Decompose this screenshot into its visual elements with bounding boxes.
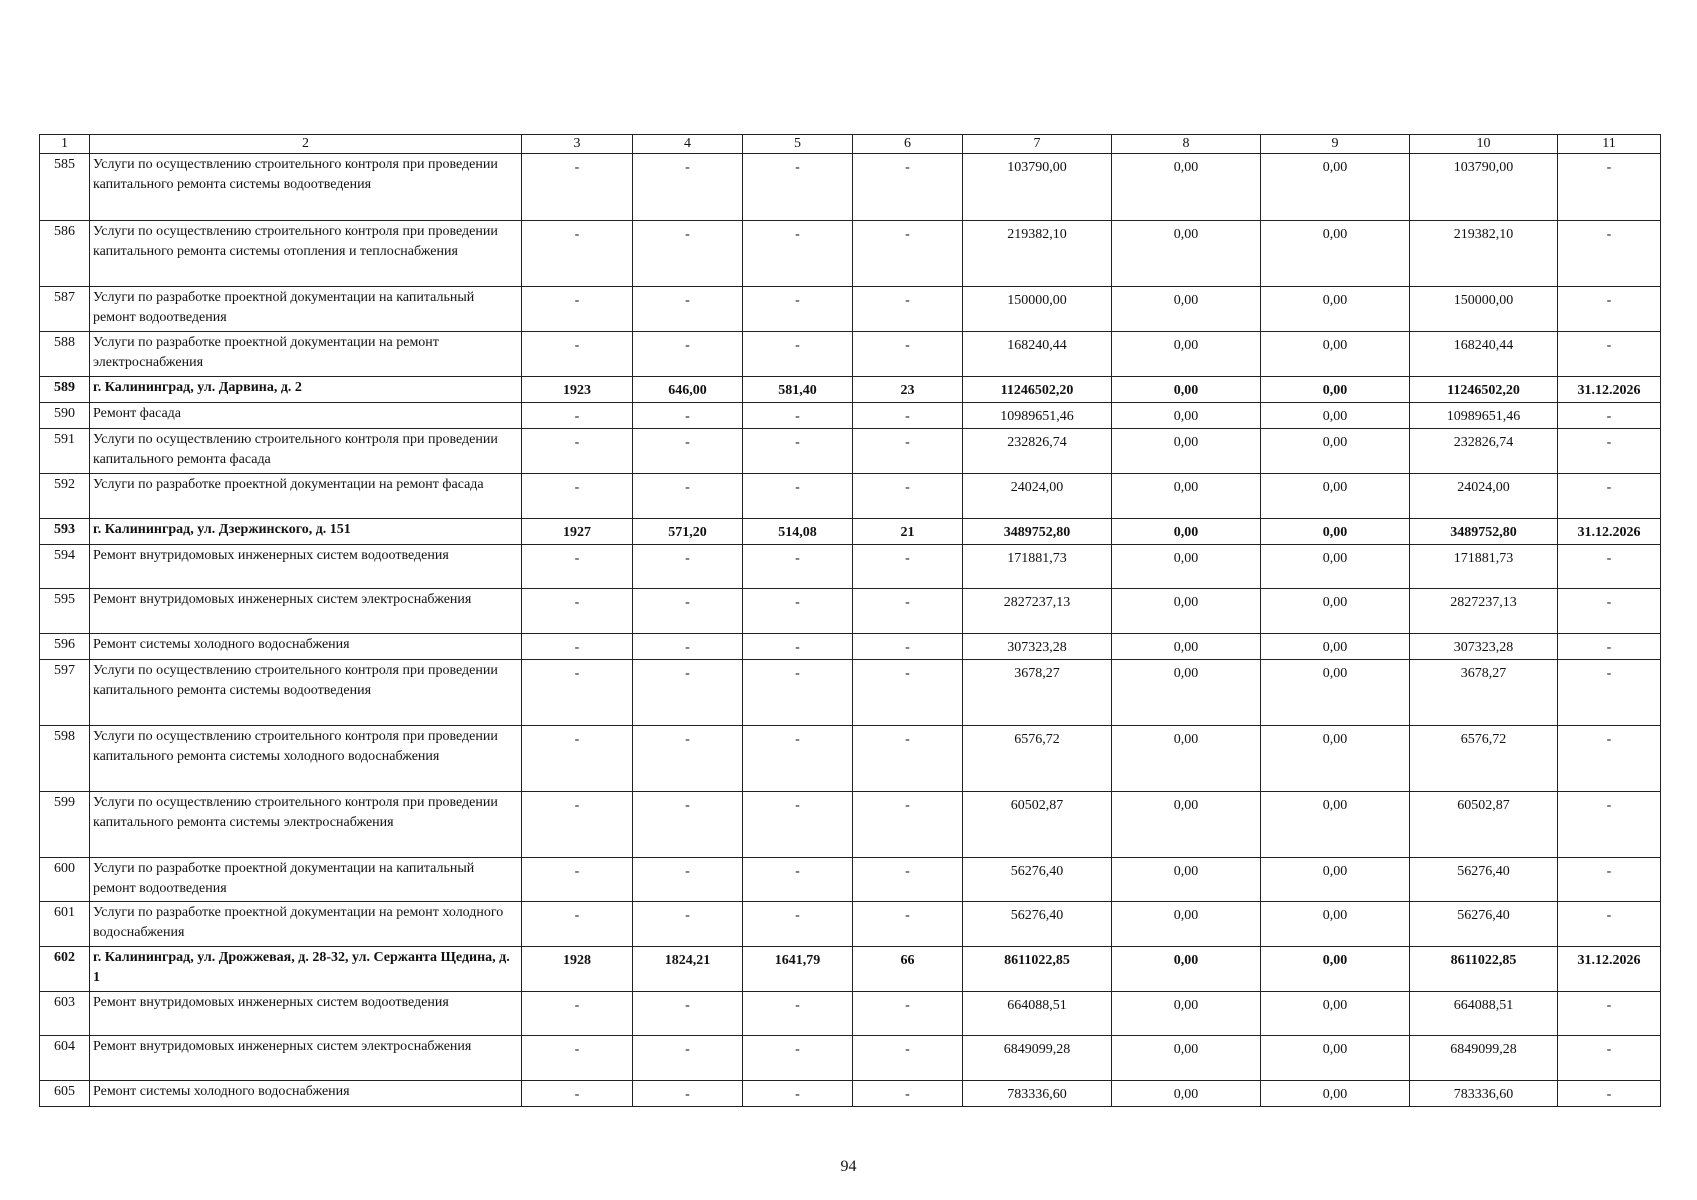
page-number: 94 [840, 1158, 857, 1175]
col-9-cell: 0,00 [1261, 902, 1410, 947]
col-5-cell: - [743, 726, 853, 792]
col-9-cell: 0,00 [1261, 947, 1410, 992]
item-name-cell: Ремонт фасада [90, 403, 522, 429]
col-9-cell: 0,00 [1261, 1036, 1410, 1081]
row-number-cell: 588 [40, 332, 90, 377]
item-name-cell: Услуги по осуществлению строительного контроля при проведении капитального ремонта системы водоотведения [90, 154, 522, 221]
column-header: 11 [1558, 135, 1661, 154]
col-9-cell: 0,00 [1261, 634, 1410, 660]
col-5-cell: - [743, 332, 853, 377]
col-8-cell: 0,00 [1112, 858, 1261, 902]
col-10-cell: 171881,73 [1410, 545, 1558, 589]
col-11-cell: - [1558, 545, 1661, 589]
col-4-cell: - [633, 403, 743, 429]
col-3-cell: - [522, 726, 633, 792]
col-10-cell: 24024,00 [1410, 474, 1558, 519]
item-name-cell: Услуги по осуществлению строительного контроля при проведении капитального ремонта фасада [90, 429, 522, 474]
col-7-cell: 6576,72 [963, 726, 1112, 792]
col-8-cell: 0,00 [1112, 992, 1261, 1036]
col-9-cell: 0,00 [1261, 332, 1410, 377]
col-9-cell: 0,00 [1261, 221, 1410, 287]
col-4-cell: 646,00 [633, 377, 743, 403]
col-7-cell: 150000,00 [963, 287, 1112, 332]
col-6-cell: - [853, 992, 963, 1036]
row-number-cell: 604 [40, 1036, 90, 1081]
item-name-cell: Услуги по разработке проектной документации на ремонт электроснабжения [90, 332, 522, 377]
item-name-cell: Услуги по осуществлению строительного контроля при проведении капитального ремонта системы отопления и теплоснабжения [90, 221, 522, 287]
col-3-cell: - [522, 1081, 633, 1107]
col-7-cell: 232826,74 [963, 429, 1112, 474]
col-4-cell: - [633, 287, 743, 332]
row-number-cell: 602 [40, 947, 90, 992]
col-4-cell: - [633, 792, 743, 858]
col-10-cell: 783336,60 [1410, 1081, 1558, 1107]
col-8-cell: 0,00 [1112, 474, 1261, 519]
col-10-cell: 168240,44 [1410, 332, 1558, 377]
column-header: 7 [963, 135, 1112, 154]
col-5-cell: - [743, 589, 853, 634]
column-header: 5 [743, 135, 853, 154]
col-8-cell: 0,00 [1112, 902, 1261, 947]
col-8-cell: 0,00 [1112, 545, 1261, 589]
col-3-cell: - [522, 660, 633, 726]
col-6-cell: - [853, 792, 963, 858]
item-name-cell: Услуги по разработке проектной документации на капитальный ремонт водоотведения [90, 858, 522, 902]
col-3-cell: - [522, 589, 633, 634]
col-5-cell: - [743, 660, 853, 726]
table-row [40, 660, 1661, 726]
col-3-cell: - [522, 221, 633, 287]
col-10-cell: 103790,00 [1410, 154, 1558, 221]
col-7-cell: 6849099,28 [963, 1036, 1112, 1081]
column-header: 3 [522, 135, 633, 154]
col-11-cell: - [1558, 792, 1661, 858]
col-10-cell: 56276,40 [1410, 902, 1558, 947]
col-10-cell: 3678,27 [1410, 660, 1558, 726]
col-5-cell: - [743, 1036, 853, 1081]
col-4-cell: - [633, 902, 743, 947]
col-6-cell: - [853, 429, 963, 474]
repair-schedule-table [39, 134, 1661, 1107]
col-11-cell: - [1558, 858, 1661, 902]
table-row [40, 792, 1661, 858]
item-name-cell: Услуги по разработке проектной документации на ремонт холодного водоснабжения [90, 902, 522, 947]
col-7-cell: 3678,27 [963, 660, 1112, 726]
col-7-cell: 171881,73 [963, 545, 1112, 589]
col-3-cell: - [522, 332, 633, 377]
col-8-cell: 0,00 [1112, 287, 1261, 332]
col-9-cell: 0,00 [1261, 545, 1410, 589]
table-row [40, 332, 1661, 377]
col-5-cell: 514,08 [743, 519, 853, 545]
table-row [40, 377, 1661, 403]
col-7-cell: 56276,40 [963, 858, 1112, 902]
col-4-cell: 1824,21 [633, 947, 743, 992]
row-number-cell: 589 [40, 377, 90, 403]
col-3-cell: - [522, 858, 633, 902]
col-3-cell: - [522, 792, 633, 858]
col-11-cell: - [1558, 154, 1661, 221]
col-9-cell: 0,00 [1261, 403, 1410, 429]
col-4-cell: - [633, 154, 743, 221]
row-number-cell: 594 [40, 545, 90, 589]
item-name-cell: Услуги по осуществлению строительного контроля при проведении капитального ремонта системы водоотведения [90, 660, 522, 726]
col-11-cell: - [1558, 332, 1661, 377]
col-11-cell: - [1558, 992, 1661, 1036]
col-5-cell: - [743, 221, 853, 287]
column-header: 2 [90, 135, 522, 154]
item-name-cell: г. Калининград, ул. Дрожжевая, д. 28-32, ул. Сержанта Щедина, д. 1 [90, 947, 522, 992]
col-6-cell: - [853, 902, 963, 947]
col-7-cell: 307323,28 [963, 634, 1112, 660]
item-name-cell: г. Калининград, ул. Дзержинского, д. 151 [90, 519, 522, 545]
table-row [40, 902, 1661, 947]
table-row [40, 1081, 1661, 1107]
col-11-cell: - [1558, 634, 1661, 660]
col-10-cell: 8611022,85 [1410, 947, 1558, 992]
col-8-cell: 0,00 [1112, 429, 1261, 474]
col-8-cell: 0,00 [1112, 332, 1261, 377]
col-6-cell: 66 [853, 947, 963, 992]
row-number-cell: 601 [40, 902, 90, 947]
col-11-cell: - [1558, 287, 1661, 332]
col-8-cell: 0,00 [1112, 1036, 1261, 1081]
row-number-cell: 592 [40, 474, 90, 519]
col-9-cell: 0,00 [1261, 154, 1410, 221]
col-3-cell: - [522, 403, 633, 429]
table-row [40, 519, 1661, 545]
table-row [40, 858, 1661, 902]
col-4-cell: - [633, 589, 743, 634]
col-11-cell: - [1558, 1036, 1661, 1081]
col-3-cell: 1928 [522, 947, 633, 992]
col-6-cell: - [853, 221, 963, 287]
col-9-cell: 0,00 [1261, 858, 1410, 902]
table-row [40, 947, 1661, 992]
col-8-cell: 0,00 [1112, 1081, 1261, 1107]
col-11-cell: - [1558, 474, 1661, 519]
col-4-cell: - [633, 726, 743, 792]
col-5-cell: - [743, 902, 853, 947]
col-5-cell: 1641,79 [743, 947, 853, 992]
col-4-cell: - [633, 1036, 743, 1081]
col-5-cell: - [743, 287, 853, 332]
col-10-cell: 6576,72 [1410, 726, 1558, 792]
item-name-cell: г. Калининград, ул. Дарвина, д. 2 [90, 377, 522, 403]
col-9-cell: 0,00 [1261, 589, 1410, 634]
col-3-cell: - [522, 287, 633, 332]
col-9-cell: 0,00 [1261, 726, 1410, 792]
col-6-cell: - [853, 332, 963, 377]
col-7-cell: 60502,87 [963, 792, 1112, 858]
col-8-cell: 0,00 [1112, 634, 1261, 660]
col-3-cell: - [522, 474, 633, 519]
col-3-cell: - [522, 545, 633, 589]
row-number-cell: 591 [40, 429, 90, 474]
col-3-cell: - [522, 992, 633, 1036]
col-5-cell: - [743, 858, 853, 902]
table-row [40, 726, 1661, 792]
col-6-cell: - [853, 1036, 963, 1081]
col-6-cell: - [853, 589, 963, 634]
col-11-cell: - [1558, 429, 1661, 474]
row-number-cell: 600 [40, 858, 90, 902]
row-number-cell: 586 [40, 221, 90, 287]
col-8-cell: 0,00 [1112, 154, 1261, 221]
col-10-cell: 11246502,20 [1410, 377, 1558, 403]
col-7-cell: 219382,10 [963, 221, 1112, 287]
col-11-cell: - [1558, 403, 1661, 429]
col-10-cell: 56276,40 [1410, 858, 1558, 902]
col-4-cell: - [633, 634, 743, 660]
table-row [40, 589, 1661, 634]
col-8-cell: 0,00 [1112, 221, 1261, 287]
item-name-cell: Ремонт внутридомовых инженерных систем водоотведения [90, 992, 522, 1036]
item-name-cell: Ремонт внутридомовых инженерных систем водоотведения [90, 545, 522, 589]
col-9-cell: 0,00 [1261, 792, 1410, 858]
col-7-cell: 11246502,20 [963, 377, 1112, 403]
col-6-cell: - [853, 474, 963, 519]
col-4-cell: 571,20 [633, 519, 743, 545]
col-5-cell: - [743, 992, 853, 1036]
col-6-cell: 21 [853, 519, 963, 545]
table-row [40, 474, 1661, 519]
col-10-cell: 3489752,80 [1410, 519, 1558, 545]
col-6-cell: - [853, 634, 963, 660]
col-6-cell: 23 [853, 377, 963, 403]
col-7-cell: 2827237,13 [963, 589, 1112, 634]
col-8-cell: 0,00 [1112, 519, 1261, 545]
item-name-cell: Ремонт внутридомовых инженерных систем электроснабжения [90, 589, 522, 634]
column-header: 1 [40, 135, 90, 154]
col-11-cell: 31.12.2026 [1558, 519, 1661, 545]
col-8-cell: 0,00 [1112, 589, 1261, 634]
column-number-header-row [40, 135, 1661, 154]
item-name-cell: Услуги по осуществлению строительного контроля при проведении капитального ремонта системы электроснабжения [90, 792, 522, 858]
col-7-cell: 8611022,85 [963, 947, 1112, 992]
item-name-cell: Ремонт системы холодного водоснабжения [90, 1081, 522, 1107]
col-4-cell: - [633, 221, 743, 287]
col-7-cell: 24024,00 [963, 474, 1112, 519]
row-number-cell: 596 [40, 634, 90, 660]
col-10-cell: 307323,28 [1410, 634, 1558, 660]
col-3-cell: 1923 [522, 377, 633, 403]
table-row [40, 634, 1661, 660]
item-name-cell: Услуги по разработке проектной документации на ремонт фасада [90, 474, 522, 519]
table-row [40, 992, 1661, 1036]
col-3-cell: - [522, 634, 633, 660]
row-number-cell: 597 [40, 660, 90, 726]
col-11-cell: - [1558, 589, 1661, 634]
col-9-cell: 0,00 [1261, 1081, 1410, 1107]
row-number-cell: 595 [40, 589, 90, 634]
col-11-cell: 31.12.2026 [1558, 377, 1661, 403]
col-8-cell: 0,00 [1112, 947, 1261, 992]
col-8-cell: 0,00 [1112, 792, 1261, 858]
col-9-cell: 0,00 [1261, 519, 1410, 545]
col-11-cell: 31.12.2026 [1558, 947, 1661, 992]
col-3-cell: 1927 [522, 519, 633, 545]
col-6-cell: - [853, 154, 963, 221]
col-10-cell: 2827237,13 [1410, 589, 1558, 634]
row-number-cell: 585 [40, 154, 90, 221]
col-10-cell: 150000,00 [1410, 287, 1558, 332]
col-4-cell: - [633, 1081, 743, 1107]
col-4-cell: - [633, 992, 743, 1036]
col-11-cell: - [1558, 221, 1661, 287]
col-6-cell: - [853, 858, 963, 902]
col-3-cell: - [522, 902, 633, 947]
col-4-cell: - [633, 545, 743, 589]
col-3-cell: - [522, 154, 633, 221]
row-number-cell: 598 [40, 726, 90, 792]
col-6-cell: - [853, 726, 963, 792]
table-row [40, 154, 1661, 221]
column-header: 8 [1112, 135, 1261, 154]
col-10-cell: 664088,51 [1410, 992, 1558, 1036]
table-row [40, 403, 1661, 429]
col-11-cell: - [1558, 726, 1661, 792]
row-number-cell: 593 [40, 519, 90, 545]
col-7-cell: 3489752,80 [963, 519, 1112, 545]
col-10-cell: 219382,10 [1410, 221, 1558, 287]
col-5-cell: - [743, 403, 853, 429]
col-10-cell: 6849099,28 [1410, 1036, 1558, 1081]
col-9-cell: 0,00 [1261, 377, 1410, 403]
col-7-cell: 664088,51 [963, 992, 1112, 1036]
item-name-cell: Услуги по осуществлению строительного контроля при проведении капитального ремонта системы холодного водоснабжения [90, 726, 522, 792]
col-4-cell: - [633, 858, 743, 902]
col-7-cell: 783336,60 [963, 1081, 1112, 1107]
col-9-cell: 0,00 [1261, 474, 1410, 519]
col-10-cell: 60502,87 [1410, 792, 1558, 858]
col-3-cell: - [522, 1036, 633, 1081]
row-number-cell: 590 [40, 403, 90, 429]
col-5-cell: - [743, 1081, 853, 1107]
row-number-cell: 587 [40, 287, 90, 332]
col-9-cell: 0,00 [1261, 660, 1410, 726]
col-8-cell: 0,00 [1112, 403, 1261, 429]
col-7-cell: 10989651,46 [963, 403, 1112, 429]
table-row [40, 545, 1661, 589]
item-name-cell: Ремонт внутридомовых инженерных систем электроснабжения [90, 1036, 522, 1081]
col-5-cell: - [743, 545, 853, 589]
column-header: 6 [853, 135, 963, 154]
col-5-cell: - [743, 792, 853, 858]
col-8-cell: 0,00 [1112, 377, 1261, 403]
column-header: 10 [1410, 135, 1558, 154]
col-3-cell: - [522, 429, 633, 474]
col-10-cell: 232826,74 [1410, 429, 1558, 474]
col-9-cell: 0,00 [1261, 287, 1410, 332]
col-10-cell: 10989651,46 [1410, 403, 1558, 429]
table-row [40, 429, 1661, 474]
col-4-cell: - [633, 332, 743, 377]
row-number-cell: 599 [40, 792, 90, 858]
col-5-cell: - [743, 154, 853, 221]
col-7-cell: 168240,44 [963, 332, 1112, 377]
col-7-cell: 56276,40 [963, 902, 1112, 947]
row-number-cell: 603 [40, 992, 90, 1036]
col-6-cell: - [853, 545, 963, 589]
col-9-cell: 0,00 [1261, 992, 1410, 1036]
col-5-cell: 581,40 [743, 377, 853, 403]
col-4-cell: - [633, 660, 743, 726]
col-11-cell: - [1558, 1081, 1661, 1107]
col-7-cell: 103790,00 [963, 154, 1112, 221]
table-row [40, 221, 1661, 287]
table-row [40, 287, 1661, 332]
col-11-cell: - [1558, 660, 1661, 726]
column-header: 4 [633, 135, 743, 154]
col-5-cell: - [743, 634, 853, 660]
row-number-cell: 605 [40, 1081, 90, 1107]
col-6-cell: - [853, 660, 963, 726]
col-8-cell: 0,00 [1112, 726, 1261, 792]
col-5-cell: - [743, 474, 853, 519]
col-4-cell: - [633, 429, 743, 474]
col-6-cell: - [853, 403, 963, 429]
item-name-cell: Ремонт системы холодного водоснабжения [90, 634, 522, 660]
col-8-cell: 0,00 [1112, 660, 1261, 726]
col-6-cell: - [853, 287, 963, 332]
col-6-cell: - [853, 1081, 963, 1107]
table-row [40, 1036, 1661, 1081]
col-9-cell: 0,00 [1261, 429, 1410, 474]
col-11-cell: - [1558, 902, 1661, 947]
column-header: 9 [1261, 135, 1410, 154]
col-4-cell: - [633, 474, 743, 519]
col-5-cell: - [743, 429, 853, 474]
item-name-cell: Услуги по разработке проектной документации на капитальный ремонт водоотведения [90, 287, 522, 332]
